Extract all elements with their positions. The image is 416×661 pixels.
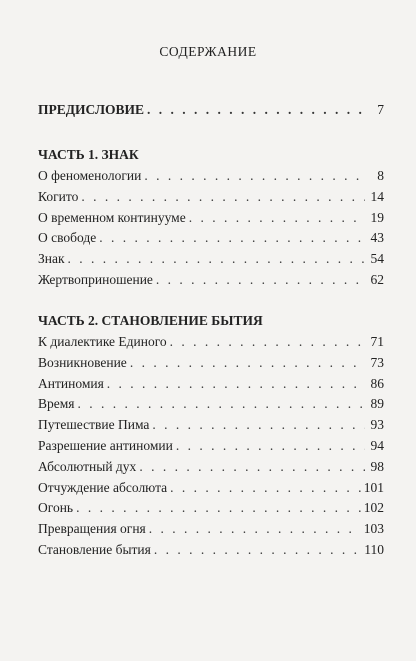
toc-entry[interactable]	[38, 353, 384, 374]
leader-dots	[78, 394, 366, 415]
toc-entry[interactable]	[38, 457, 384, 478]
toc-entry-preface[interactable]	[38, 100, 384, 121]
toc-entry-page: 101	[363, 479, 384, 495]
toc-entry-label: Когито	[38, 188, 79, 204]
toc-entry[interactable]	[38, 394, 384, 415]
toc-entry-page: 94	[370, 437, 384, 453]
leader-dots	[154, 540, 361, 561]
toc-entry-page: 43	[370, 230, 384, 246]
toc-entry-label: К диалектике Единого	[38, 334, 167, 349]
toc-entry-page: 93	[370, 417, 384, 433]
leader-dots	[176, 436, 365, 457]
toc-entry-label: Абсолютный дух	[38, 458, 137, 474]
toc-preface	[38, 100, 384, 121]
toc-entry-label: Разрешение антиномии	[38, 437, 173, 453]
toc-entry[interactable]	[38, 228, 384, 249]
toc-entry[interactable]	[38, 208, 384, 229]
leader-dots	[76, 498, 361, 519]
toc-entry-page: 103	[363, 521, 384, 537]
page-title: СОДЕРЖАНИЕ	[159, 44, 257, 59]
toc-entry[interactable]	[38, 166, 384, 187]
leader-dots	[170, 478, 361, 499]
toc-entry-page: 71	[370, 334, 384, 349]
leader-dots	[99, 228, 365, 249]
part-heading[interactable]: ЧАСТЬ 2. СТАНОВЛЕНИЕ БЫТИЯ	[38, 313, 263, 328]
toc-entry[interactable]	[38, 498, 384, 519]
leader-dots	[152, 415, 365, 436]
leader-dots	[189, 208, 365, 229]
leader-dots	[170, 332, 365, 353]
toc-entry-page: 14	[370, 188, 384, 204]
toc-entry-label: ПРЕДИСЛОВИЕ	[38, 102, 145, 117]
toc-entry-label: Путешествие Пима	[38, 417, 150, 433]
toc-entry-label: О свободе	[38, 230, 97, 246]
toc-entry-label: Становление бытия	[38, 541, 151, 557]
toc-entry[interactable]	[38, 374, 384, 395]
leader-dots	[149, 519, 361, 540]
part-heading[interactable]: ЧАСТЬ 1. ЗНАК	[38, 147, 139, 162]
leader-dots	[130, 353, 365, 374]
toc-entry-page: 8	[377, 168, 384, 183]
toc-entry-page: 89	[370, 396, 384, 412]
toc-part-1	[38, 144, 384, 291]
toc-entry[interactable]	[38, 332, 384, 353]
toc-entry-label: О феноменологии	[38, 168, 142, 183]
leader-dots	[81, 187, 365, 208]
toc-entry-page: 73	[370, 354, 384, 370]
leader-dots	[156, 270, 365, 291]
toc-entry-label: Возникновение	[38, 354, 127, 370]
toc-entry-page: 7	[377, 102, 384, 117]
toc-entry[interactable]	[38, 478, 384, 499]
toc-entry[interactable]	[38, 519, 384, 540]
toc-entry-label: Превращения огня	[38, 521, 146, 537]
leader-dots	[68, 249, 365, 270]
toc-entry-label: Знак	[38, 251, 65, 267]
toc-entry[interactable]	[38, 187, 384, 208]
leader-dots	[139, 457, 365, 478]
toc-entry-page: 54	[370, 251, 384, 267]
toc-entry-label: Огонь	[38, 500, 74, 516]
toc-entry-label: Антиномия	[38, 375, 104, 391]
toc-entry[interactable]	[38, 270, 384, 291]
leader-dots	[147, 100, 365, 121]
toc-entry-label: Жертвоприношение	[38, 271, 153, 287]
toc-entry-page: 86	[370, 375, 384, 391]
toc-entry-page: 102	[363, 500, 384, 516]
toc-entry[interactable]	[38, 249, 384, 270]
toc-entry-label: Отчуждение абсолюта	[38, 479, 168, 495]
toc-entry-page: 19	[370, 209, 384, 225]
toc-entry-label: О временном континууме	[38, 209, 186, 225]
toc-entry[interactable]	[38, 540, 384, 561]
toc-entry[interactable]	[38, 415, 384, 436]
toc-entry-label: Время	[38, 396, 75, 412]
toc-entry-page: 110	[364, 541, 384, 557]
toc-entry-page: 62	[370, 271, 384, 287]
toc-part-2	[38, 310, 384, 561]
toc-entry-page: 98	[370, 458, 384, 474]
leader-dots	[107, 374, 365, 395]
toc-entry[interactable]	[38, 436, 384, 457]
leader-dots	[144, 166, 365, 187]
